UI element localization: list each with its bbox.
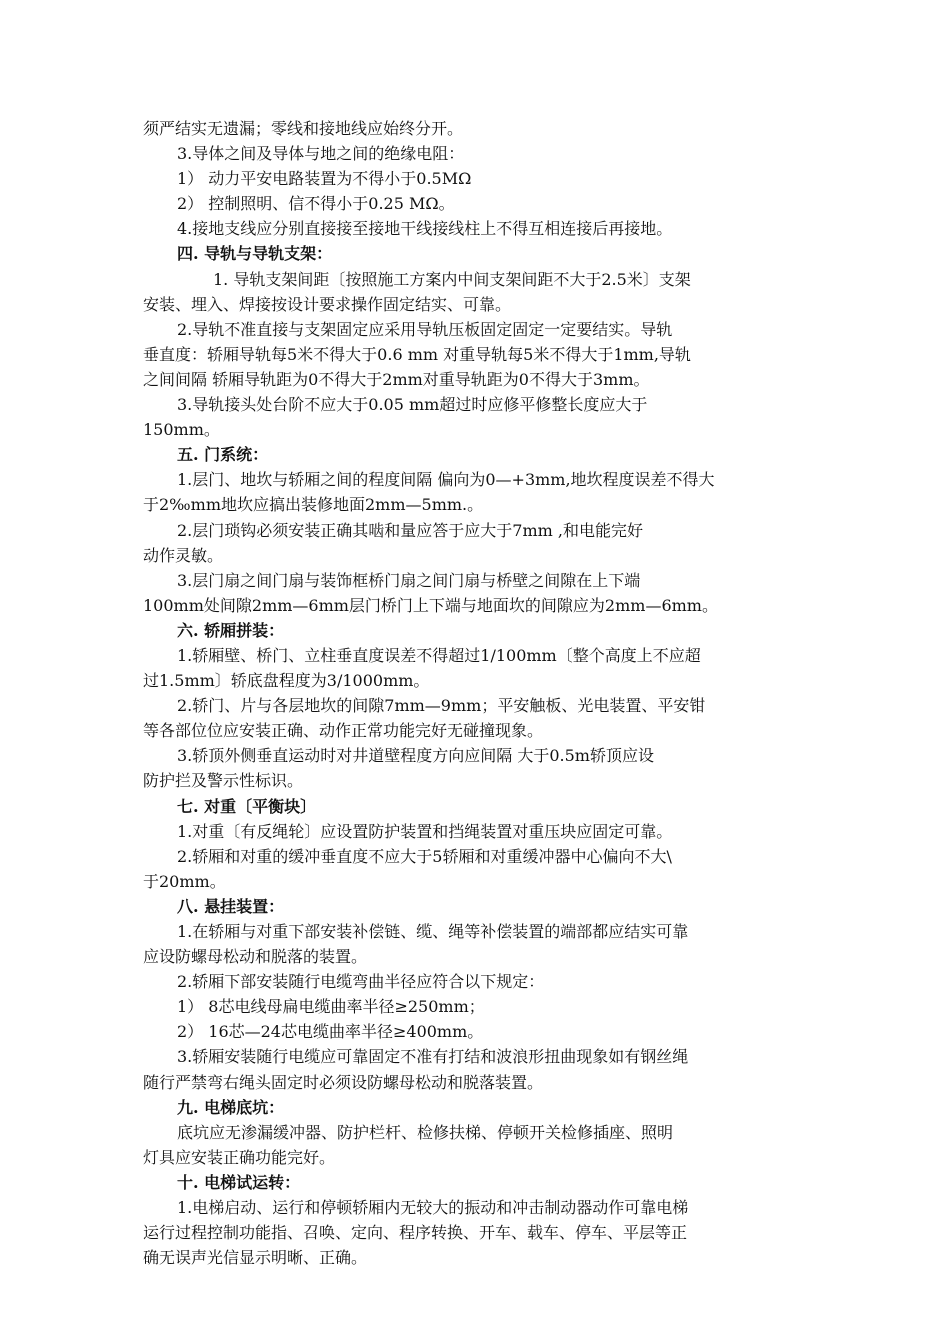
text-line: 2） 16芯—24芯电缆曲率半径≥400mm。 xyxy=(177,1022,484,1042)
text-line: 垂直度：轿厢导轨每5米不得大于0.6 mm 对重导轨每5米不得大于1mm,导轨 xyxy=(143,344,691,364)
text-line: 150mm。 xyxy=(143,420,220,440)
text-line: 底坑应无渗漏缓冲器、防护栏杆、检修扶梯、停顿开关检修插座、照明 xyxy=(177,1122,674,1142)
section-heading: 六. 轿厢拼装： xyxy=(177,620,285,640)
text-line: 2.轿门、片与各层地坎的间隙7mm—9mm；平安触板、光电装置、平安钳 xyxy=(177,696,706,716)
text-line: 应设防螺母松动和脱落的装置。 xyxy=(143,947,368,967)
text-line: 2.轿厢和对重的缓冲垂直度不应大于5轿厢和对重缓冲器中心偏向不大\ xyxy=(177,846,672,866)
text-line: 2） 控制照明、信不得小于0.25 MΩ。 xyxy=(177,194,455,214)
section-heading: 七. 对重〔平衡块〕 xyxy=(177,796,317,816)
section-heading: 四. 导轨与导轨支架： xyxy=(177,244,333,264)
text-line: 4.接地支线应分别直接接至接地干线接线柱上不得互相连接后再接地。 xyxy=(177,219,673,239)
text-line: 于20mm。 xyxy=(143,871,226,891)
text-line: 动作灵敏。 xyxy=(143,545,224,565)
text-line: 1） 8芯电线母扁电缆曲率半径≥250mm； xyxy=(177,997,485,1017)
document-body xyxy=(143,116,813,1270)
text-line: 安装、埋入、焊接按设计要求操作固定结实、可靠。 xyxy=(143,294,512,314)
text-line: 1.对重〔有反绳轮〕应设置防护装置和挡绳装置对重压块应固定可靠。 xyxy=(177,821,673,841)
text-line: 3.层门扇之间门扇与装饰框桥门扇之间门扇与桥壁之间隙在上下端 xyxy=(177,570,641,590)
text-line: 确无误声光信显示明晰、正确。 xyxy=(143,1248,368,1268)
text-line: 过1.5mm〕轿底盘程度为3/1000mm。 xyxy=(143,671,430,691)
text-line: 于2‰mm地坎应搞出装修地面2mm—5mm.。 xyxy=(143,495,484,515)
section-heading: 九. 电梯底坑： xyxy=(177,1097,285,1117)
text-line: 须严结实无遗漏；零线和接地线应始终分开。 xyxy=(143,119,464,138)
text-line: 灯具应安装正确功能完好。 xyxy=(143,1147,336,1167)
text-line: 100mm处间隙2mm—6mm层门桥门上下端与地面坎的间隙应为2mm—6mm。 xyxy=(143,595,718,615)
text-line: 2.导轨不准直接与支架固定应采用导轨压板固定固定一定要结实。导轨 xyxy=(177,319,673,339)
text-line: 1.在轿厢与对重下部安装补偿链、缆、绳等补偿装置的端部都应结实可靠 xyxy=(177,922,689,941)
text-line: 3.轿顶外侧垂直运动时对井道壁程度方向应间隔 大于0.5m轿顶应设 xyxy=(177,746,654,766)
section-heading: 八. 悬挂装置： xyxy=(177,896,285,916)
text-line: 1） 动力平安电路装置为不得小于0.5MΩ xyxy=(177,169,472,189)
text-line: 1.轿厢壁、桥门、立柱垂直度误差不得超过1/100mm〔整个高度上不应超 xyxy=(177,645,701,665)
text-line: 等各部位位应安装正确、动作正常功能完好无碰撞现象。 xyxy=(143,721,544,741)
text-line: 3.导体之间及导体与地之间的绝缘电阻： xyxy=(177,144,465,164)
text-line: 之间间隔 轿厢导轨距为0不得大于2mm对重导轨距为0不得大于3mm。 xyxy=(143,369,650,389)
text-line: 防护拦及警示性标识。 xyxy=(143,771,304,791)
section-heading: 十. 电梯试运转： xyxy=(177,1172,301,1192)
text-line: 2.轿厢下部安装随行电缆弯曲半径应符合以下规定： xyxy=(177,972,545,992)
text-line: 1.电梯启动、运行和停顿轿厢内无较大的振动和冲击制动器动作可靠电梯 xyxy=(177,1198,689,1218)
text-line: 3.轿厢安装随行电缆应可靠固定不准有打结和波浪形扭曲现象如有钢丝绳 xyxy=(177,1047,689,1067)
text-line: 随行严禁弯右绳头固定时必须设防螺母松动和脱落装置。 xyxy=(143,1072,544,1092)
text-line: 3.导轨接头处台阶不应大于0.05 mm超过时应修平修整长度应大于 xyxy=(177,395,648,415)
text-line: 1. 导轨支架间距〔按照施工方案内中间支架间距不大于2.5米〕支架 xyxy=(213,269,691,289)
text-line: 1.层门、地坎与轿厢之间的程度间隔 偏向为0—+3mm,地坎程度误差不得大 xyxy=(177,470,715,490)
text-line: 运行过程控制功能指、召唤、定向、程序转换、开车、载车、停车、平层等正 xyxy=(143,1223,688,1243)
section-heading: 五. 门系统： xyxy=(177,445,269,465)
text-line: 2.层门琐钩必须安装正确其啮和量应答于应大于7mm ,和电能完好 xyxy=(177,520,643,540)
